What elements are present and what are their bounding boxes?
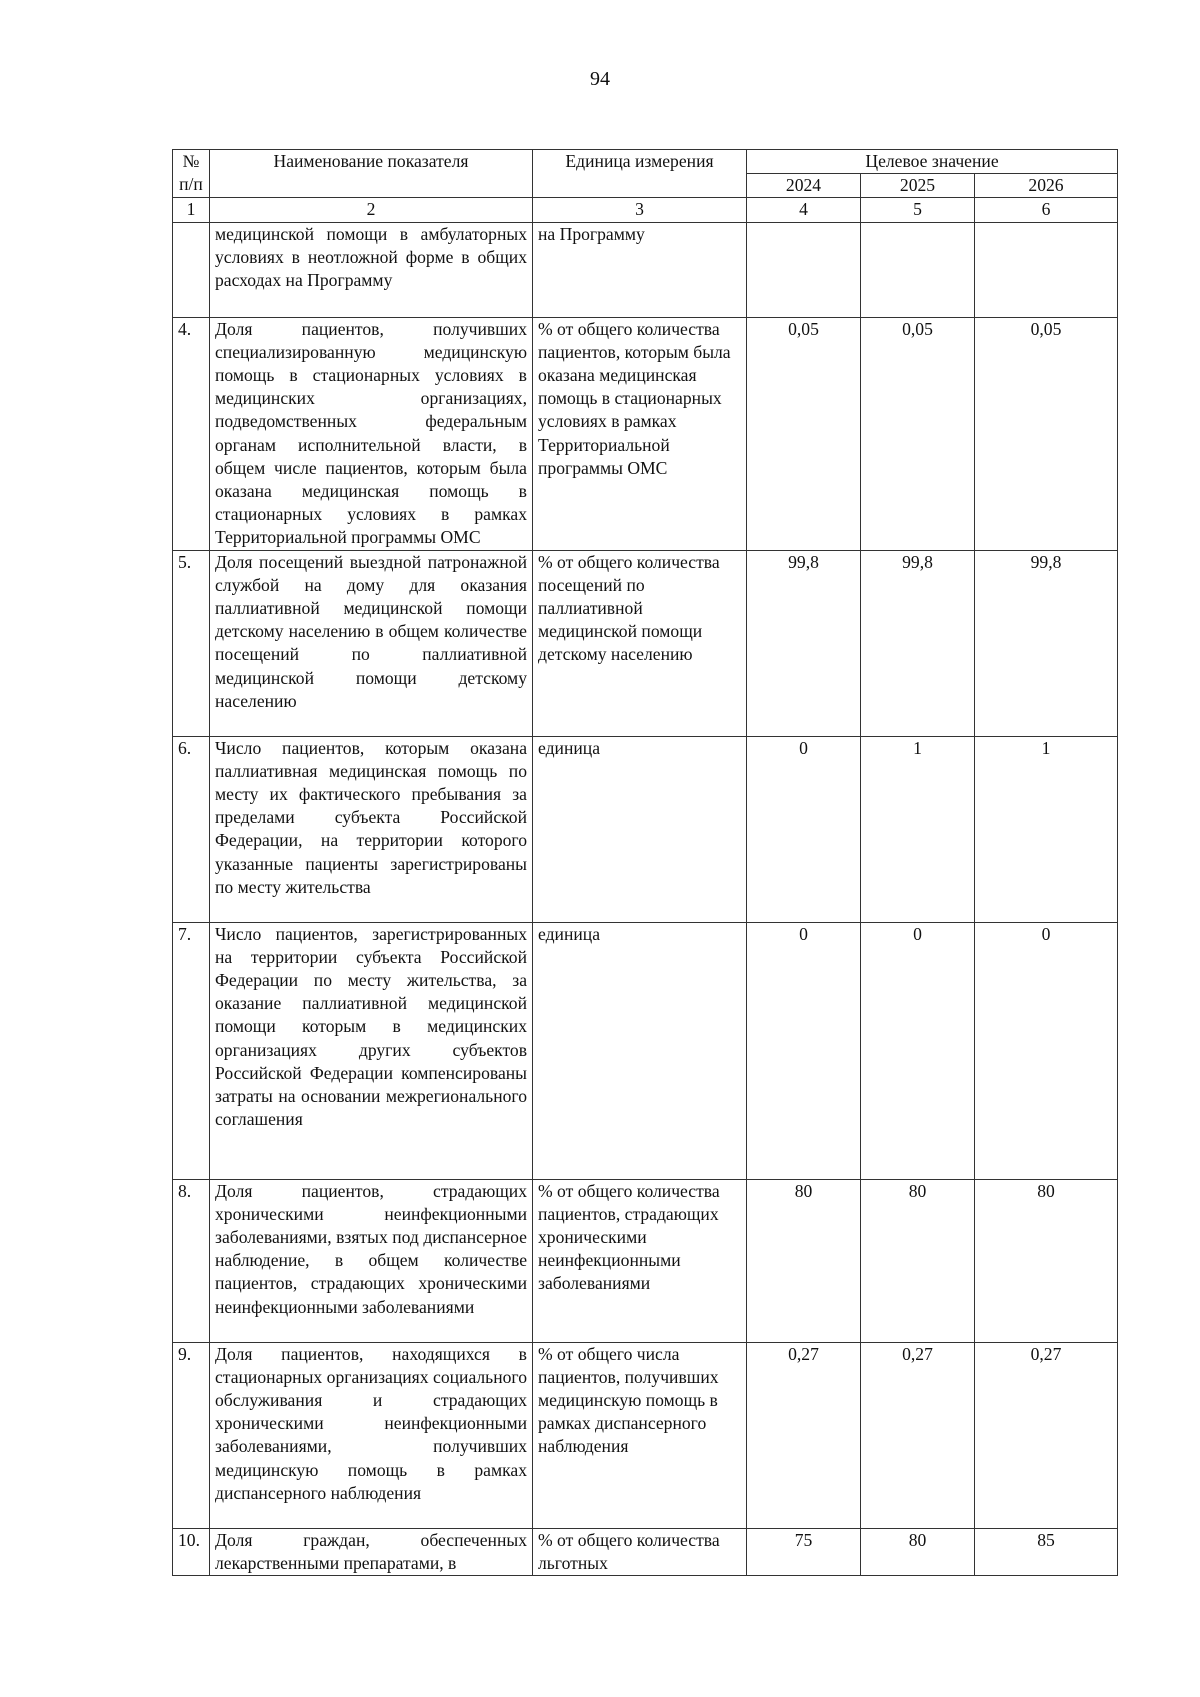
- column-number: 1: [173, 198, 210, 222]
- indicator-name: медицинской помощи в амбулаторных условиях в неотложной форме в общих расходах на Программу: [210, 222, 533, 317]
- value-2025: 99,8: [861, 550, 975, 736]
- value-2024: 99,8: [747, 550, 861, 736]
- row-number: [173, 222, 210, 317]
- column-number: 2: [210, 198, 533, 222]
- value-2025: 1: [861, 736, 975, 922]
- page-number: 94: [590, 68, 610, 90]
- column-number: 4: [747, 198, 861, 222]
- value-2025: 80: [861, 1528, 975, 1575]
- value-2025: 0,05: [861, 317, 975, 550]
- header-number: [173, 150, 210, 198]
- value-2025: [861, 222, 975, 317]
- indicator-name: Доля граждан, обеспеченных лекарственными препаратами, в: [210, 1528, 533, 1575]
- row-number: 10.: [173, 1528, 210, 1575]
- table-row: [173, 222, 1118, 317]
- value-2024: [747, 222, 861, 317]
- indicator-unit: единица: [533, 736, 747, 922]
- header-indicator-name: Наименование показателя: [210, 150, 533, 198]
- header-year-2024: 2024: [747, 174, 861, 198]
- indicator-unit: единица: [533, 922, 747, 1179]
- header-unit: Единица измерения: [533, 150, 747, 198]
- indicator-unit: на Программу: [533, 222, 747, 317]
- value-2026: 1: [975, 736, 1118, 922]
- value-2026: 0: [975, 922, 1118, 1179]
- value-2026: 85: [975, 1528, 1118, 1575]
- row-number: 4.: [173, 317, 210, 550]
- column-number: 6: [975, 198, 1118, 222]
- value-2025: 0,27: [861, 1342, 975, 1528]
- column-number: 3: [533, 198, 747, 222]
- value-2025: 0: [861, 922, 975, 1179]
- value-2024: 0: [747, 922, 861, 1179]
- header-target-value: Целевое значение: [747, 150, 1118, 174]
- value-2026: 0,27: [975, 1342, 1118, 1528]
- row-number: 9.: [173, 1342, 210, 1528]
- value-2025: 80: [861, 1179, 975, 1342]
- table-row: [173, 736, 1118, 922]
- row-number: 8.: [173, 1179, 210, 1342]
- header-number-sign: №: [182, 151, 200, 171]
- column-number: 5: [861, 198, 975, 222]
- header-row-1: [173, 150, 1118, 174]
- indicator-unit: % от общего числа пациентов, получивших медицинскую помощь в рамках диспансерного наблюдения: [533, 1342, 747, 1528]
- value-2026: [975, 222, 1118, 317]
- value-2026: 0,05: [975, 317, 1118, 550]
- indicator-unit: % от общего количества пациентов, которым была оказана медицинская помощь в стационарных условиях в рамках Территориальной программы ОМС: [533, 317, 747, 550]
- indicator-name: Доля посещений выездной патронажной службой на дому для оказания паллиативной медицинской помощи детскому населению в общем количестве посещений по паллиативной медицинской помощи детскому населению: [210, 550, 533, 736]
- header-number-pp: п/п: [179, 174, 203, 195]
- header-year-2026: 2026: [975, 174, 1118, 198]
- indicator-name: Доля пациентов, находящихся в стационарных организациях социального обслуживания и страдающих хроническими неинфекционными заболеваниями, получивших медицинскую помощь в рамках диспансерного наблюдения: [210, 1342, 533, 1528]
- table-row: [173, 1342, 1118, 1528]
- row-number: 5.: [173, 550, 210, 736]
- table-row: [173, 1528, 1118, 1575]
- row-number: 7.: [173, 922, 210, 1179]
- value-2024: 0: [747, 736, 861, 922]
- indicator-name: Число пациентов, которым оказана паллиативная медицинская помощь по месту их фактического пребывания за пределами субъекта Российской Федерации, на территории которого указанные пациенты зарегистрированы по месту жительства: [210, 736, 533, 922]
- header-year-2025: 2025: [861, 174, 975, 198]
- value-2024: 75: [747, 1528, 861, 1575]
- row-number: 6.: [173, 736, 210, 922]
- indicator-unit: % от общего количества пациентов, страдающих хроническими неинфекционными заболеваниями: [533, 1179, 747, 1342]
- indicator-unit: % от общего количества посещений по паллиативной медицинской помощи детскому населению: [533, 550, 747, 736]
- value-2026: 80: [975, 1179, 1118, 1342]
- indicator-unit: % от общего количества льготных: [533, 1528, 747, 1575]
- table-row: [173, 922, 1118, 1179]
- table-row: [173, 550, 1118, 736]
- table-row: [173, 1179, 1118, 1342]
- value-2026: 99,8: [975, 550, 1118, 736]
- indicator-name: Доля пациентов, страдающих хроническими неинфекционными заболеваниями, взятых под диспансерное наблюдение, в общем количестве пациентов, страдающих хроническими неинфекционными заболеваниями: [210, 1179, 533, 1342]
- value-2024: 80: [747, 1179, 861, 1342]
- column-number-row: [173, 198, 1118, 222]
- value-2024: 0,05: [747, 317, 861, 550]
- table-row: [173, 317, 1118, 550]
- indicator-name: Доля пациентов, получивших специализированную медицинскую помощь в стационарных условиях в медицинских организациях, подведомственных федеральным органам исполнительной власти, в общем числе пациентов, которым была оказана медицинская помощь в стационарных условиях в рамках Территориальной программы ОМС: [210, 317, 533, 550]
- indicator-name: Число пациентов, зарегистрированных на территории субъекта Российской Федерации по месту жительства, за оказание паллиативной медицинской помощи которым в медицинских организациях других субъектов Российской Федерации компенсированы затраты на основании межрегионального соглашения: [210, 922, 533, 1179]
- value-2024: 0,27: [747, 1342, 861, 1528]
- indicators-table: [172, 149, 1118, 1576]
